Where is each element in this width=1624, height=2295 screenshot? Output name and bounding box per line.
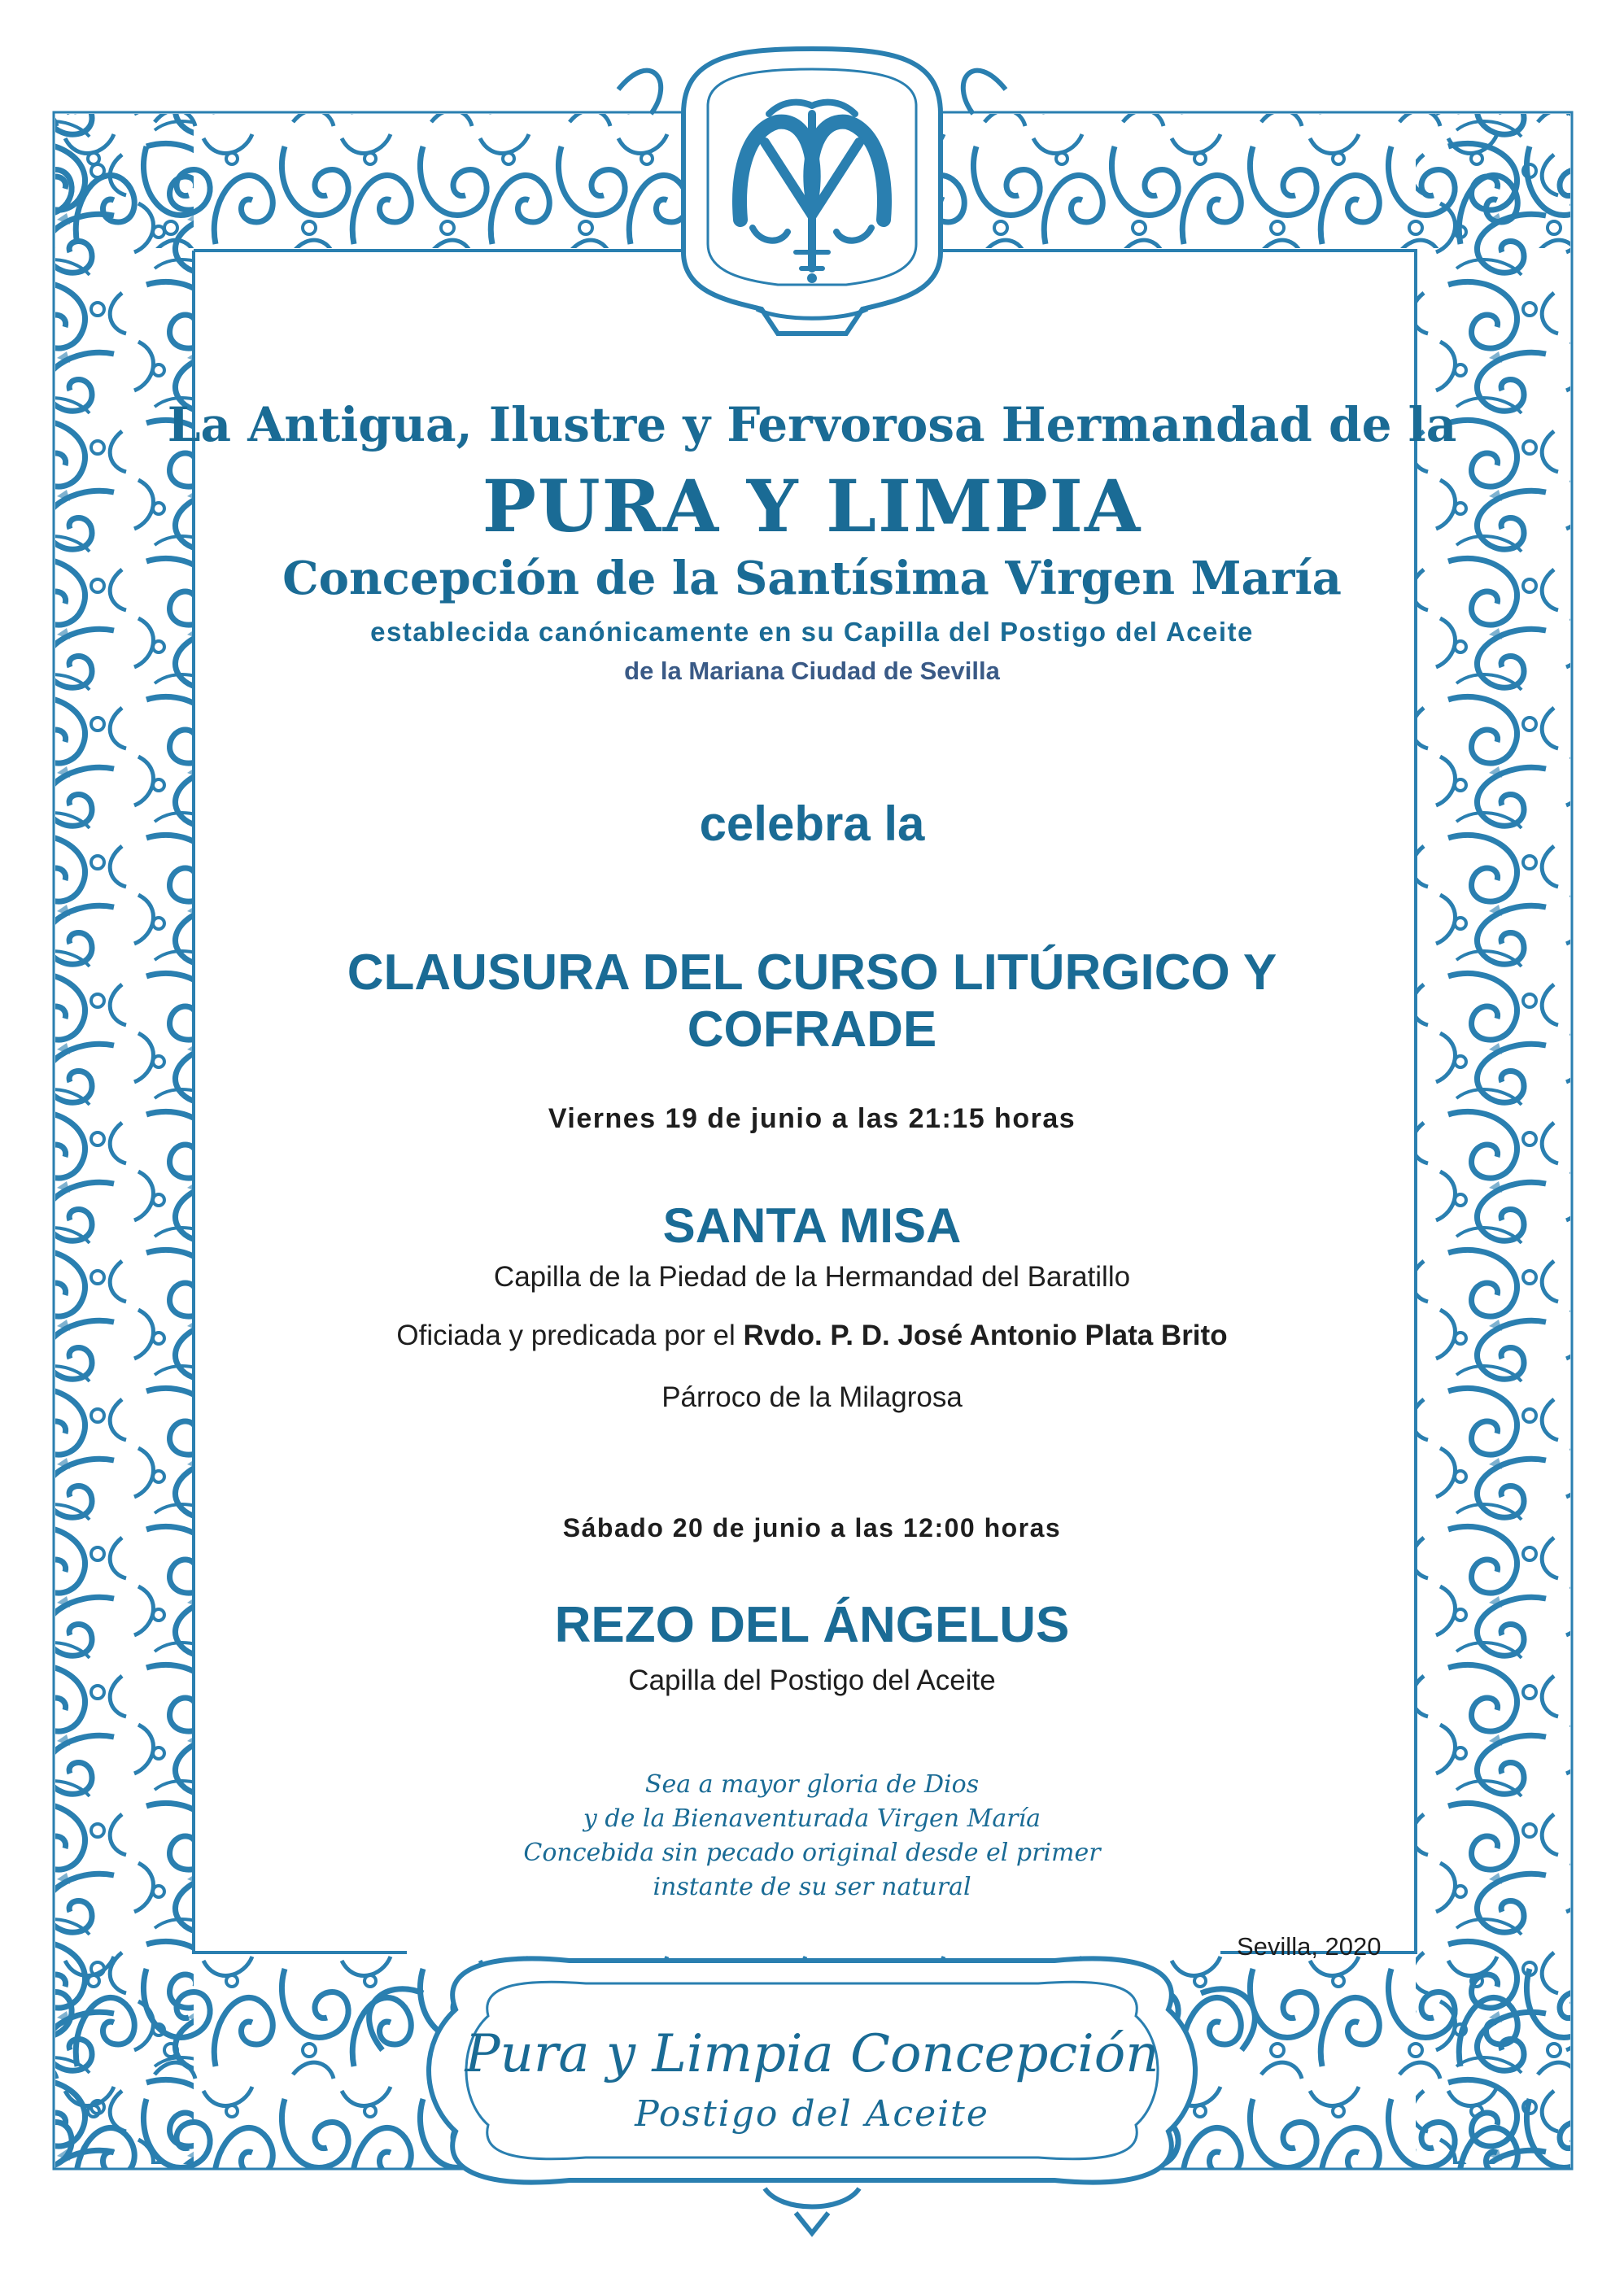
day1-officiant-role: Párroco de la Milagrosa [661,1381,963,1413]
officiant-name: Rvdo. P. D. José Antonio Plata Brito [743,1320,1228,1351]
place-year: Sevilla, 2020 [1237,1932,1382,1961]
brotherhood-intro: La Antigua, Ilustre y Fervorosa Hermandad de la [167,397,1457,452]
day1-title: SANTA MISA [662,1198,962,1253]
day1-officiant [0,1320,1624,1352]
dedication-line-3: Concebida sin pecado original desde el primer [523,1839,1101,1867]
event-title-line2: COFRADE [687,1001,937,1058]
cartouche-title: Pura y Limpia Concepción [465,2024,1159,2084]
brotherhood-city: de la Mariana Ciudad de Sevilla [624,657,1000,685]
day2-date: Sábado 20 de junio a las 12:00 horas [562,1513,1062,1542]
event-title-line1: CLAUSURA DEL CURSO LITÚRGICO Y [347,945,1277,1001]
dedication-line-4: instante de su ser natural [653,1873,971,1901]
brotherhood-established: establecida canónicamente en su Capilla del Postigo del Aceite [370,617,1254,647]
cartouche-subtitle: Postigo del Aceite [635,2093,989,2135]
dedication-line-1: Sea a mayor gloria de Dios [644,1770,980,1799]
day2-location: Capilla del Postigo del Aceite [628,1665,996,1696]
day1-location: Capilla de la Piedad de la Hermandad del Baratillo [493,1261,1131,1293]
brotherhood-subtitle: Concepción de la Santísima Virgen María [282,552,1342,605]
day1-date: Viernes 19 de junio a las 21:15 horas [548,1103,1076,1134]
brotherhood-title: PURA Y LIMPIA [482,464,1142,548]
day2-title: REZO DEL ÁNGELUS [554,1597,1070,1653]
officiant-prefix: Oficiada y predicada por el [396,1320,744,1351]
dedication-line-2: y de la Bienaventurada Virgen María [583,1804,1041,1833]
celebra-heading: celebra la [699,796,925,851]
